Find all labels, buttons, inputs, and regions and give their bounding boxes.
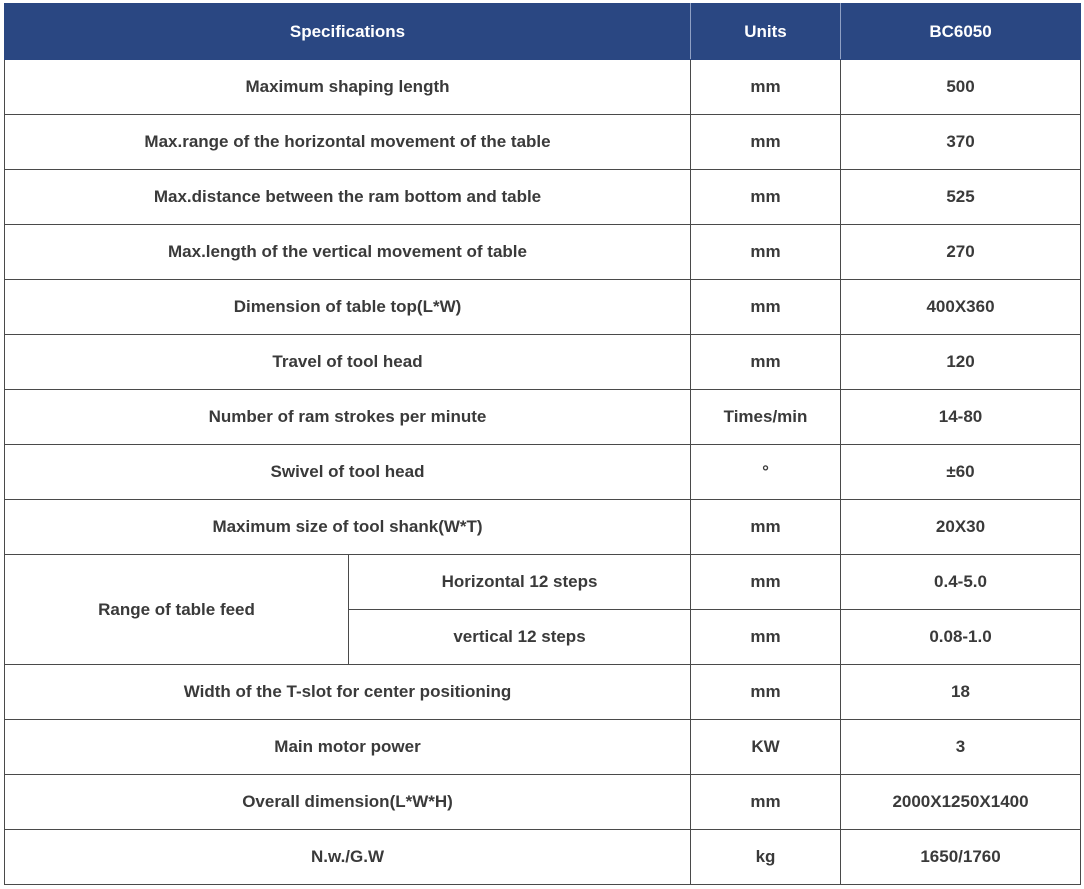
spec-name: Max.range of the horizontal movement of the table bbox=[5, 115, 691, 170]
spec-unit: mm bbox=[691, 775, 841, 830]
table-row bbox=[5, 390, 1081, 445]
table-row bbox=[5, 115, 1081, 170]
spec-name: Travel of tool head bbox=[5, 335, 691, 390]
spec-name: Number of ram strokes per minute bbox=[5, 390, 691, 445]
spec-value: ±60 bbox=[841, 445, 1081, 500]
spec-name: Maximum size of tool shank(W*T) bbox=[5, 500, 691, 555]
spec-unit: ° bbox=[691, 445, 841, 500]
table-row bbox=[5, 555, 1081, 610]
spec-name: Dimension of table top(L*W) bbox=[5, 280, 691, 335]
table-row bbox=[5, 830, 1081, 885]
spec-value: 500 bbox=[841, 60, 1081, 115]
spec-unit: kg bbox=[691, 830, 841, 885]
spec-value: 525 bbox=[841, 170, 1081, 225]
spec-value: 18 bbox=[841, 665, 1081, 720]
spec-unit: mm bbox=[691, 335, 841, 390]
spec-unit: mm bbox=[691, 500, 841, 555]
spec-value: 2000X1250X1400 bbox=[841, 775, 1081, 830]
table-row bbox=[5, 775, 1081, 830]
table-row bbox=[5, 720, 1081, 775]
header-units: Units bbox=[691, 4, 841, 60]
table-row bbox=[5, 60, 1081, 115]
spec-name: Max.length of the vertical movement of table bbox=[5, 225, 691, 280]
spec-name: Maximum shaping length bbox=[5, 60, 691, 115]
spec-unit: mm bbox=[691, 665, 841, 720]
spec-value: 370 bbox=[841, 115, 1081, 170]
table-header-row bbox=[5, 4, 1081, 60]
feed-sub-spec: vertical 12 steps bbox=[349, 610, 691, 665]
spec-value: 0.4-5.0 bbox=[841, 555, 1081, 610]
table-row bbox=[5, 335, 1081, 390]
spec-unit: mm bbox=[691, 170, 841, 225]
spec-unit: mm bbox=[691, 610, 841, 665]
table-row bbox=[5, 280, 1081, 335]
spec-name: Max.distance between the ram bottom and table bbox=[5, 170, 691, 225]
spec-name: Main motor power bbox=[5, 720, 691, 775]
spec-unit: mm bbox=[691, 115, 841, 170]
spec-value: 3 bbox=[841, 720, 1081, 775]
spec-value: 1650/1760 bbox=[841, 830, 1081, 885]
spec-value: 120 bbox=[841, 335, 1081, 390]
table-row bbox=[5, 445, 1081, 500]
spec-value: 14-80 bbox=[841, 390, 1081, 445]
spec-value: 0.08-1.0 bbox=[841, 610, 1081, 665]
table-row bbox=[5, 500, 1081, 555]
spec-value: 400X360 bbox=[841, 280, 1081, 335]
spec-name: N.w./G.W bbox=[5, 830, 691, 885]
spec-unit: mm bbox=[691, 280, 841, 335]
feed-range-label: Range of table feed bbox=[5, 555, 349, 665]
spec-value: 20X30 bbox=[841, 500, 1081, 555]
spec-unit: mm bbox=[691, 555, 841, 610]
spec-unit: KW bbox=[691, 720, 841, 775]
table-row bbox=[5, 225, 1081, 280]
header-specifications: Specifications bbox=[5, 4, 691, 60]
specifications-table bbox=[4, 3, 1081, 885]
table-row bbox=[5, 665, 1081, 720]
spec-unit: mm bbox=[691, 225, 841, 280]
feed-sub-spec: Horizontal 12 steps bbox=[349, 555, 691, 610]
spec-name: Swivel of tool head bbox=[5, 445, 691, 500]
spec-name: Overall dimension(L*W*H) bbox=[5, 775, 691, 830]
header-model: BC6050 bbox=[841, 4, 1081, 60]
spec-name: Width of the T-slot for center positioning bbox=[5, 665, 691, 720]
table-row bbox=[5, 170, 1081, 225]
spec-unit: mm bbox=[691, 60, 841, 115]
spec-value: 270 bbox=[841, 225, 1081, 280]
spec-unit: Times/min bbox=[691, 390, 841, 445]
